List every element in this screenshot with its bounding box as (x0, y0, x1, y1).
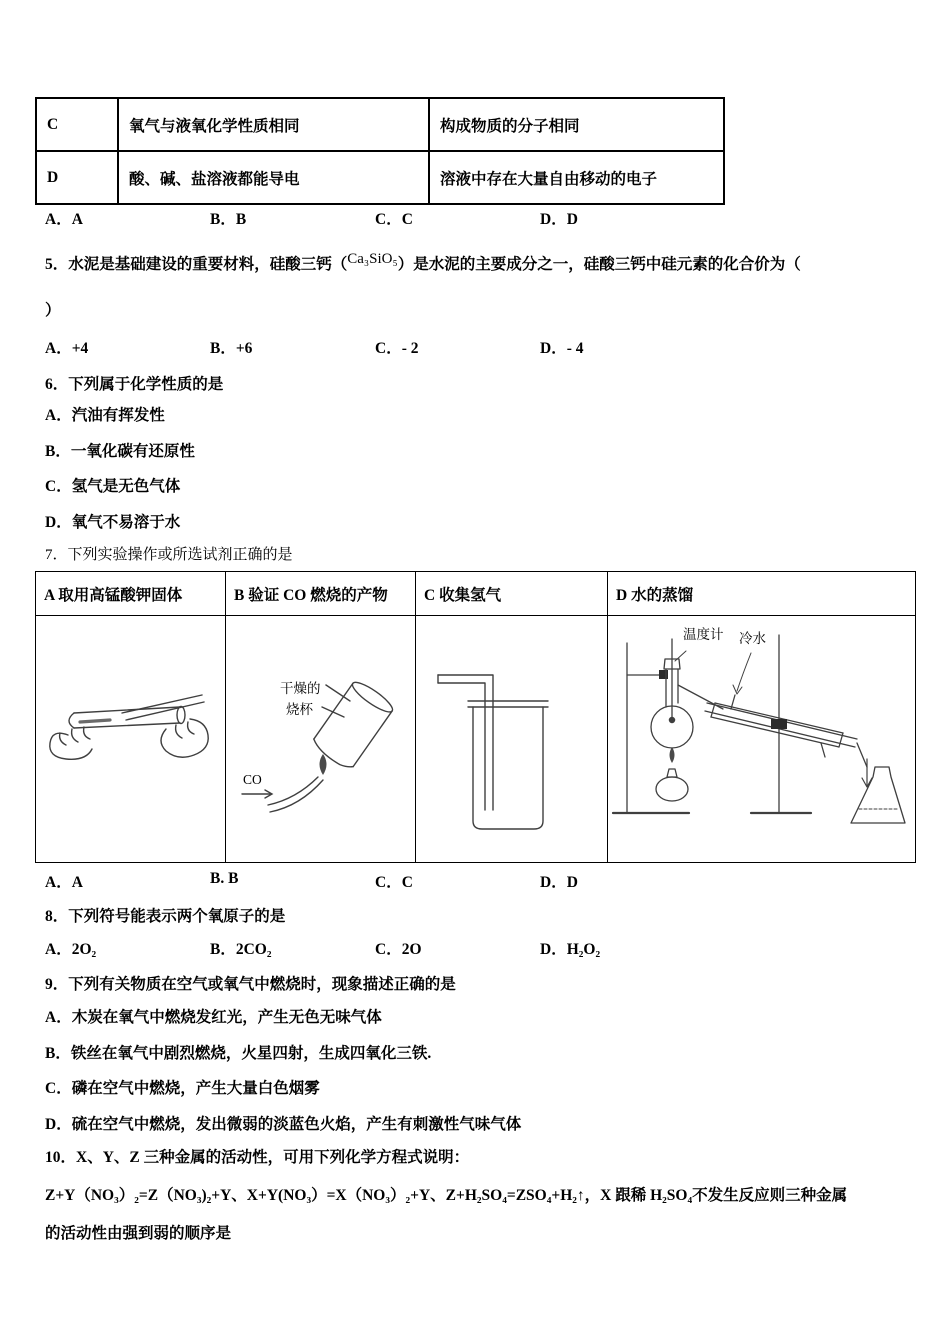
reason-cell: 构成物质的分子相同 (429, 98, 724, 151)
question5-text-pre: 5．水泥是基础建设的重要材料，硅酸三钙（ (45, 256, 348, 273)
experiment-col-a-header: A 取用高锰酸钾固体 (36, 572, 226, 616)
answer-option-a: A．2O₂ (45, 941, 97, 958)
answer-option-b: B. B (210, 870, 239, 887)
question7-title: 7．下列实验操作或所选试剂正确的是 (45, 547, 293, 563)
option-line-c: C．氢气是无色气体 (45, 478, 181, 496)
experiment-col-d-header: D 水的蒸馏 (608, 572, 916, 616)
reason-cell: 溶液中存在大量自由移动的电子 (429, 151, 724, 204)
experiment-a-cell (36, 616, 226, 863)
answer-option-c: C．C (375, 874, 413, 891)
statement-cell: 氧气与液氧化学性质相同 (118, 98, 429, 151)
question5-line2: ） (45, 302, 61, 319)
option-line-d: D．氧气不易溶于水 (45, 513, 181, 531)
co-label: CO (242, 771, 262, 787)
thermometer-label: 温度计 (682, 626, 723, 642)
answer-option-d: D．D (540, 211, 578, 228)
question9-options (45, 1000, 521, 1142)
answer-option-c: C．- 2 (375, 340, 419, 357)
hydrogen-collection-illustration (418, 617, 606, 862)
option-line-c: C．磷在空气中燃烧，产生大量白色烟雾 (45, 1080, 320, 1098)
question9-title: 9．下列有关物质在空气或氧气中燃烧时，现象描述正确的是 (45, 976, 456, 993)
table-row (36, 98, 724, 151)
dry-label: 干燥的 (279, 680, 320, 696)
experiment-d-cell (608, 616, 916, 863)
beaker-label: 烧杯 (285, 701, 313, 717)
question8-options-row (45, 937, 705, 959)
question5-line1 (45, 252, 801, 274)
answer-option-a: A．A (45, 211, 83, 228)
question4-answer-row (45, 207, 705, 229)
option-line-b: B．铁丝在氧气中剧烈燃烧，火星四射，生成四氧化三铁. (45, 1044, 432, 1062)
permanganate-handling-illustration (38, 617, 224, 862)
experiment-col-b-header: B 验证 CO 燃烧的产物 (226, 572, 416, 616)
option-line-b: B．一氧化碳有还原性 (45, 442, 195, 460)
question8-title: 8．下列符号能表示两个氧原子的是 (45, 908, 286, 925)
question10-title: 10．X、Y、Z 三种金属的活动性，可用下列化学方程式说明： (45, 1149, 470, 1166)
statement-cell: 酸、碱、盐溶液都能导电 (118, 151, 429, 204)
question5-options-row (45, 336, 705, 358)
question6-title: 6．下列属于化学性质的是 (45, 376, 224, 393)
question7-answer-row (45, 870, 705, 892)
chemical-formula-ca3sio5: Ca₃SiO₅ (347, 251, 398, 267)
experiment-b-cell (226, 616, 416, 863)
co-combustion-illustration (228, 617, 414, 862)
table-row (36, 151, 724, 204)
option-line-a: A．汽油有挥发性 (45, 407, 165, 424)
answer-option-a: A．+4 (45, 340, 89, 357)
answer-option-a: A．A (45, 874, 83, 891)
answer-option-d: D．H₂O₂ (540, 941, 601, 958)
question5-text-post: ）是水泥的主要成分之一，硅酸三钙中硅元素的化合价为（ (397, 256, 801, 273)
answer-option-b: B．B (210, 211, 247, 228)
cold-water-label: 冷水 (738, 630, 766, 646)
water-distillation-illustration (611, 617, 913, 862)
answer-option-b: B．+6 (210, 340, 253, 357)
experiment-table (35, 571, 916, 863)
answer-option-c: C．C (375, 211, 413, 228)
row-label: C (36, 98, 118, 151)
option-line-d: D．硫在空气中燃烧，发出微弱的淡蓝色火焰，产生有刺激性气味气体 (45, 1115, 522, 1133)
experiment-header-row (36, 572, 916, 616)
answer-option-c: C．2O (375, 941, 422, 958)
row-label: D (36, 151, 118, 204)
answer-option-b: B．2CO₂ (210, 941, 272, 958)
experiment-image-row (36, 616, 916, 863)
statement-reason-table (35, 97, 725, 205)
experiment-col-c-header: C 收集氢气 (416, 572, 608, 616)
experiment-c-cell (416, 616, 608, 863)
question10-equation: Z+Y（NO₃）₂=Z（NO₃)₂+Y、X+Y(NO₃）=X（NO₃）₂+Y、Z+H₂SO₄=ZSO₄+H₂↑，X 跟稀 H₂SO₄不发生反应则三种金属 (45, 1187, 848, 1204)
question10-last-line: 的活动性由强到弱的顺序是 (45, 1225, 232, 1242)
question6-options (45, 398, 195, 540)
answer-option-d: D．- 4 (540, 340, 584, 357)
answer-option-d: D．D (540, 874, 578, 891)
option-line-a: A．木炭在氧气中燃烧发红光，产生无色无味气体 (45, 1009, 382, 1026)
